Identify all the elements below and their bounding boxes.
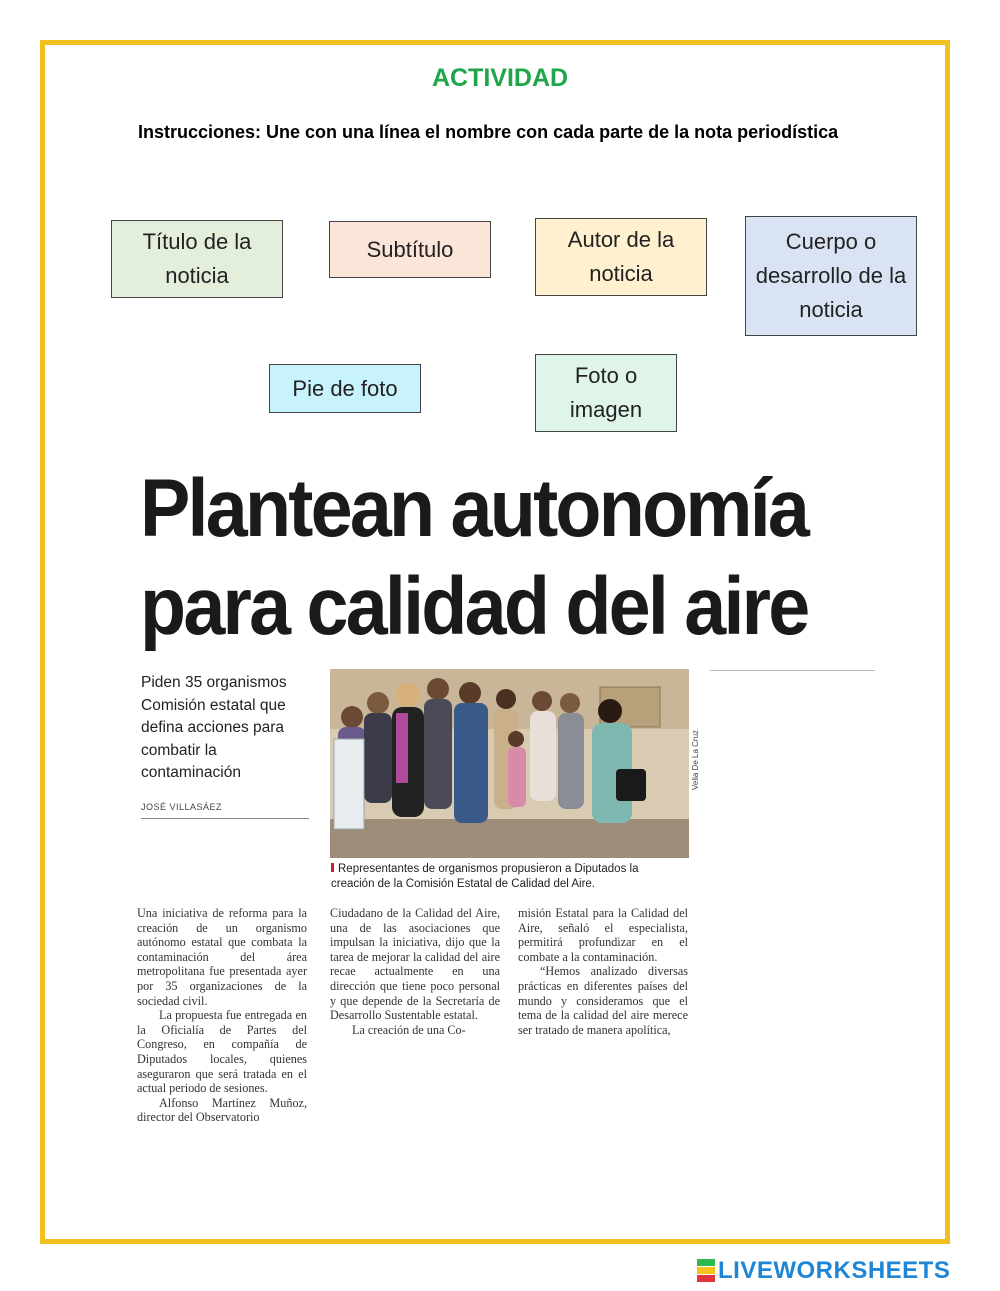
activity-title: ACTIVIDAD — [431, 64, 569, 92]
label-cuerpo[interactable] — [745, 216, 917, 336]
body-paragraph: La creación de una Co- — [352, 1022, 466, 1037]
article-author[interactable]: JOSÉ VILLASÁEZ — [141, 802, 309, 819]
body-paragraph: “Hemos analizado diversas prácticas en diferentes países del mundo y consideramos que el tema de la calidad del aire merece ser tratado de manera apolítica, — [518, 964, 688, 1037]
logo-icon — [697, 1259, 715, 1283]
body-paragraph: misión Estatal para la Calidad del Aire, señaló el especialista, permitirá profundizar en el combate a la contaminación. — [518, 906, 688, 964]
article-headline[interactable]: Plantean autonomía para calidad del aire — [140, 463, 808, 652]
logo-bar-green — [697, 1259, 715, 1266]
logo-text: LIVEWORKSHEETS — [718, 1257, 951, 1284]
body-column-3[interactable] — [518, 906, 688, 1037]
article-subhead[interactable]: Piden 35 organismos Comisión estatal que defina acciones para combatir la contaminación — [141, 674, 287, 781]
label-cuerpo-text: Cuerpo o desarrollo de la noticia — [755, 229, 907, 322]
body-paragraph: Ciudadano de la Calidad del Aire, una de las asociaciones que impulsan la iniciativa, dijo que la tarea de mejorar la calidad del aire recae actualmente en una dirección que tiene poco personal y que depende de la Secretaría de Desarrollo Sustentable estatal. — [330, 906, 500, 1023]
body-paragraph: La propuesta fue entregada en la Oficialía de Partes del Congreso, en compañía de Diputados locales, quienes aseguraron que será tratada en el actual periodo de sesiones. — [137, 1008, 307, 1096]
label-titulo-text: Título de la noticia — [142, 229, 252, 288]
body-column-1[interactable] — [137, 906, 307, 1125]
label-subtitulo[interactable] — [329, 221, 491, 278]
label-autor[interactable] — [535, 218, 707, 296]
photo-credit: Velia De La Cruz — [691, 729, 700, 790]
body-paragraph: Alfonso Martínez Muñoz, director del Observatorio — [137, 1095, 307, 1125]
label-subtitulo-text: Subtítulo — [366, 236, 454, 262]
logo-bar-red — [697, 1275, 715, 1282]
instructions: Instrucciones: Une con una línea el nombre con cada parte de la nota periodística — [138, 122, 839, 142]
label-pie-text: Pie de foto — [292, 375, 398, 401]
body-paragraph: Una iniciativa de reforma para la creación de un organismo autónomo estatal que combata la contaminación del área metropolitana fue presentada ayer por 35 organizaciones de la sociedad civil. — [137, 906, 307, 1008]
caption-text: Representantes de organismos propusieron a Diputados la creación de la Comisión Estatal de Calidad del Aire. — [331, 863, 639, 890]
label-pie[interactable] — [269, 364, 421, 413]
caption-marker — [331, 863, 334, 872]
label-titulo[interactable] — [111, 220, 283, 298]
group-photo-illustration — [330, 669, 689, 858]
logo-bar-yellow — [697, 1267, 715, 1274]
liveworksheets-logo — [697, 1258, 950, 1284]
label-autor-text: Autor de la noticia — [567, 227, 675, 286]
article-photo[interactable] — [330, 669, 689, 858]
body-column-2[interactable] — [330, 906, 500, 1037]
photo-caption[interactable] — [331, 862, 681, 892]
label-foto-text: Foto o imagen — [569, 363, 643, 422]
label-foto[interactable] — [535, 354, 677, 432]
divider — [710, 670, 875, 671]
